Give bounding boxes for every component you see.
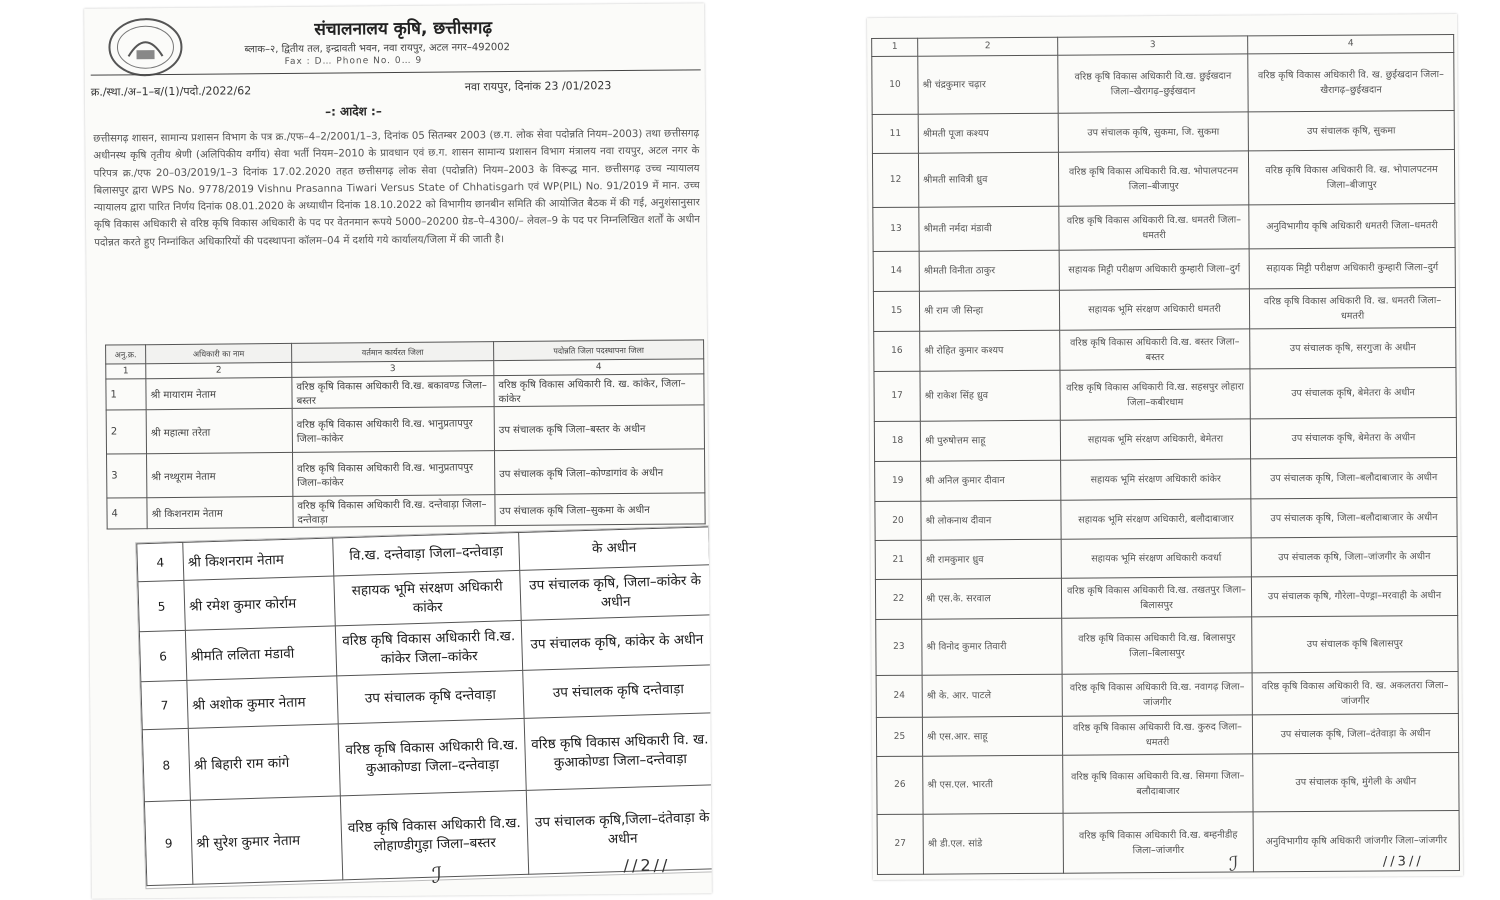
officer-name-cell: श्री सुरेश कुमार नेताम [190, 796, 342, 884]
serial-number-cell: 9 [144, 800, 192, 885]
officer-name-cell: श्रीमति ललिता मंडावी [185, 626, 336, 680]
current-posting-cell: सहायक भूमि संरक्षण अधिकारी कवर्धा [1061, 538, 1251, 578]
new-posting-cell: उप संचालक कृषि, मुंगेली के अधीन [1253, 752, 1459, 811]
pasted-table-strip [135, 525, 712, 889]
table-row [873, 287, 1455, 331]
table-row [872, 52, 1454, 114]
new-posting-cell: उप संचालक कृषि दन्तेवाड़ा [523, 665, 712, 719]
new-posting-cell: उप संचालक कृषि, सुकमा [1248, 110, 1454, 150]
new-posting-cell: उप संचालक कृषि, जिला–बलौदाबाजार के अधीन [1251, 457, 1457, 498]
officer-name-cell: श्रीमती नर्मदा मंडावी [919, 206, 1059, 251]
current-posting-cell: सहायक भूमि संरक्षण अधिकारी कांकेर [334, 570, 521, 625]
new-posting-cell: उप संचालक कृषि, सरगुजा के अधीन [1250, 327, 1456, 368]
new-posting-cell: उप संचालक कृषि जिला–बस्तर के अधीन [494, 405, 704, 451]
new-posting-cell: उप संचालक कृषि,जिला–दंतेवाड़ा के अधीन [526, 785, 712, 875]
serial-number-cell: 16 [874, 331, 920, 371]
column-number: 4 [1248, 34, 1454, 53]
serial-number-cell: 8 [142, 728, 190, 801]
table-row [107, 493, 705, 529]
new-posting-cell: उप संचालक कृषि, जिला–कांकेर के अधीन [520, 565, 711, 621]
current-posting-cell: वरिष्ठ कृषि विकास अधिकारी वि.ख. बिलासपुर जिला–बिलासपुर [1062, 617, 1252, 674]
header-cell: अधिकारी का नाम [146, 343, 292, 363]
officer-name-cell: श्री राम जी सिन्हा [919, 290, 1059, 331]
serial-number-cell: 4 [137, 542, 184, 581]
officer-name-cell: श्री राकेश सिंह ध्रुव [920, 370, 1060, 421]
table-row [873, 247, 1455, 291]
new-posting-cell: वरिष्ठ कृषि विकास अधिकारी वि. ख. धमतरी जिला–धमतरी [1249, 287, 1455, 328]
officer-name-cell: श्री रमेश कुमार कोर्राम [184, 576, 335, 630]
current-posting-cell: वरिष्ठ कृषि विकास अधिकारी वि.ख. लोहाण्डीगुड़ा जिला–बस्तर [340, 790, 528, 879]
signature-mark: ℐ [431, 863, 443, 889]
current-posting-cell: वरिष्ठ कृषि विकास अधिकारी वि.ख. भोपालपटनम जिला–बीजापुर [1058, 151, 1248, 206]
officer-name-cell: श्री विनोद कुमार तिवारी [922, 618, 1062, 675]
header-cell: वर्तमान कार्यरत जिला [292, 342, 494, 363]
order-heading: –: आदेश :– [324, 104, 382, 119]
new-posting-cell: वरिष्ठ कृषि विकास अधिकारी वि. ख. कांकेर, जिला–कांकेर [494, 374, 704, 407]
current-posting-cell: वरिष्ठ कृषि विकास अधिकारी वि.ख. तखतपुर जिला–बिलासपुर [1061, 577, 1251, 618]
new-posting-cell: वरिष्ठ कृषि विकास अधिकारी वि. ख. भोपालपटनम जिला–बीजापुर [1248, 149, 1454, 204]
table-row [107, 449, 705, 498]
serial-number-cell: 26 [877, 756, 923, 814]
page-number: //3// [1382, 854, 1424, 870]
organization-address: ब्लाक–२, द्वितीय तल, इन्द्रावती भवन, नवा रायपुर, अटल नगर–492002 [244, 42, 511, 56]
table-body [137, 527, 712, 886]
officer-name-cell: श्री एस.आर. साहू [922, 716, 1062, 756]
officer-name-cell: श्री मायाराम नेताम [146, 377, 292, 409]
table-body [106, 374, 705, 529]
serial-number-cell: 24 [876, 675, 922, 717]
table-row [874, 327, 1456, 371]
current-posting-cell: वरिष्ठ कृषि विकास अधिकारी वि.ख. दन्तेवाड़ा जिला–दन्तेवाड़ा [293, 495, 495, 528]
table-row [106, 405, 704, 454]
table-row [876, 615, 1458, 675]
officer-name-cell: श्री बिहारी राम कांगे [188, 724, 340, 800]
organization-title: संचालनालय कृषि, छत्तीसगढ़ [314, 18, 493, 40]
officer-name-cell: श्री अनिल कुमार दीवान [921, 460, 1061, 501]
current-posting-cell: वरिष्ठ कृषि विकास अधिकारी वि.ख. धमतरी जिला–धमतरी [1059, 205, 1249, 250]
new-posting-cell: उप संचालक कृषि, बेमेतरा के अधीन [1250, 367, 1456, 418]
document-page-right [867, 14, 1463, 880]
signature-mark: ℐ [1228, 851, 1239, 876]
current-posting-cell: उप संचालक कृषि, सुकमा, जि. सुकमा [1058, 112, 1248, 152]
table-row [873, 203, 1455, 251]
serial-number-cell: 7 [141, 680, 188, 729]
serial-number-cell: 5 [138, 580, 185, 631]
reference-date: नवा रायपुर, दिनांक 23 /01/2023 [464, 79, 612, 94]
new-posting-cell: उप संचालक कृषि, जिला–दंतेवाड़ा के अधीन [1252, 713, 1458, 753]
table-row [875, 457, 1457, 501]
table-row [875, 575, 1457, 619]
serial-number-cell: 22 [875, 579, 921, 619]
current-posting-cell: वरिष्ठ कृषि विकास अधिकारी वि.ख. सहसपुर लोहारा जिला–कबीरधाम [1060, 369, 1250, 420]
serial-number-cell: 27 [877, 814, 923, 874]
officer-name-cell: श्री चंद्रकुमार चढ़ार [918, 55, 1058, 114]
officer-name-cell: श्री महात्मा तरेता [146, 408, 292, 453]
table-row [872, 149, 1454, 207]
current-posting-cell: सहायक भूमि संरक्षण अधिकारी, बलौदाबाजार [1061, 499, 1251, 539]
officer-name-cell: श्री किशनराम नेताम [183, 538, 334, 580]
column-number: 1 [872, 38, 918, 56]
officer-name-cell: श्री रोहित कुमार कश्यप [920, 330, 1060, 371]
table-row [877, 810, 1459, 874]
officer-name-cell: श्री अशोक कुमार नेताम [187, 676, 338, 728]
new-posting-cell: के अधीन [519, 527, 710, 571]
officer-name-cell: श्रीमती विनीता ठाकुर [919, 250, 1059, 291]
serial-number-cell: 13 [873, 207, 919, 251]
promotion-table-continued [136, 526, 712, 886]
officer-name-cell: श्री लोकनाथ दीवान [921, 500, 1061, 540]
new-posting-cell: अनुविभागीय कृषि अधिकारी जांजगीर जिला–जांजगीर [1253, 810, 1459, 871]
current-posting-cell: सहायक भूमि संरक्षण अधिकारी धमतरी [1059, 289, 1249, 330]
current-posting-cell: वरिष्ठ कृषि विकास अधिकारी वि.ख. बस्तर जिला–बस्तर [1060, 329, 1250, 370]
serial-number-cell: 21 [875, 540, 921, 579]
serial-number-cell: 23 [876, 619, 922, 675]
serial-number-cell: 25 [876, 717, 922, 756]
column-number: 3 [1058, 36, 1248, 55]
current-posting-cell: वरिष्ठ कृषि विकास अधिकारी वि.ख. छुईखदान जिला–खैरागढ़–छुईखदान [1058, 54, 1248, 113]
serial-number-cell: 14 [873, 251, 919, 291]
serial-number-cell: 20 [875, 501, 921, 540]
new-posting-cell: उप संचालक कृषि जिला–सुकमा के अधीन [495, 493, 705, 526]
officer-name-cell: श्रीमती सावित्री ध्रुव [918, 152, 1058, 207]
serial-number-cell: 2 [106, 410, 146, 454]
organization-contact: Fax : D… Phone No. 0… 9 [284, 55, 423, 67]
current-posting-cell: वरिष्ठ कृषि विकास अधिकारी वि.ख. बम्हनीडीह जिला–जांजगीर [1063, 812, 1253, 873]
new-posting-cell: उप संचालक कृषि, बेमेतरा के अधीन [1250, 417, 1456, 458]
table-row [876, 713, 1458, 756]
officer-name-cell: श्री डी.एल. सांडे [923, 813, 1063, 874]
new-posting-cell: वरिष्ठ कृषि विकास अधिकारी वि. ख. अकलतरा जिला–जांजगीर [1252, 671, 1458, 714]
table-body [872, 52, 1460, 874]
column-number: 2 [146, 362, 292, 378]
officer-name-cell: श्रीमती पूजा कश्यप [918, 113, 1058, 153]
serial-number-cell: 3 [107, 454, 147, 498]
column-number: 4 [494, 359, 704, 376]
officer-name-cell: श्री के. आर. पाटले [922, 674, 1062, 717]
new-posting-cell: अनुविभागीय कृषि अधिकारी धमतरी जिला–धमतरी [1249, 203, 1455, 248]
new-posting-cell: उप संचालक कृषि, जिला–बलौदाबाजार के अधीन [1251, 497, 1457, 537]
new-posting-cell: वरिष्ठ कृषि विकास अधिकारी वि. ख. छुईखदान जिला–खैरागढ़–छुईखदान [1248, 52, 1454, 111]
current-posting-cell: वरिष्ठ कृषि विकास अधिकारी वि.ख. भानुप्रतापपुर जिला–कांकेर [292, 407, 494, 453]
order-body-text: छत्तीसगढ़ शासन, सामान्य प्रशासन विभाग के पत्र क्र./एफ–4–2/2001/1–3, दिनांक 05 सितम्बर 2003 (छ.ग. लोक सेवा पदोन्नति नियम–2003) तथा छत्तीसगढ़ अधीनस्थ कृषि तृतीय श्रेणी (अलिपिकीय वर्गीय) सेवा भर्ती नियम–2010 के प्रावधान एवं छ.ग. शासन सामान्य प्रशासन विभाग मंत्रालय नवा रायपुर, अटल नगर के परिपत्र क्र./एफ 20–03/2019/1–3 दिनांक 17.02.2020 तहत छत्तीसगढ़ लोक सेवा (पदोन्नति) नियम–2003 के विरूद्ध मान. छत्तीसगढ़ उच्च न्यायालय बिलासपुर द्वारा WPS No. 9778/2019 Vishnu Prasanna Tiwari Versus State of Chhatisgarh एवं WP(PIL) No. 91/2019 में मान. उच्च न्यायालय द्वारा पारित निर्णय दिनांक 08.01.2020 के अध्याधीन दिनांक 18.10.2022 को विभागीय छानबीन समिति की आयोजित बैठक में की गई, अनुशंसानुसार कृषि विकास अधिकारी से वरिष्ठ कृषि विकास अधिकारी के पद पर वेतनमान रूपये 5000–20200 ग्रेड–पे–4300/– लेवल–9 के पद पर निम्नलिखित शर्तों के अधीन पदोन्नत करते हुए निम्नांकित अधिकारियों की पदस्थापना कॉलम–04 में दर्शाये गये कार्यालय/जिला में की जाती है। [93, 128, 701, 249]
column-number: 1 [106, 364, 146, 379]
current-posting-cell: वरिष्ठ कृषि विकास अधिकारी वि.ख. बकावण्ड जिला–बस्तर [292, 376, 494, 409]
officer-name-cell: श्री एस.के. सरवाल [921, 578, 1061, 619]
table-row [874, 417, 1456, 461]
header-cell: अनु.क्र. [106, 345, 146, 364]
government-emblem-logo [106, 16, 185, 79]
serial-number-cell: 15 [873, 291, 919, 331]
current-posting-cell: वरिष्ठ कृषि विकास अधिकारी वि.ख. सिमगा जिला–बलौदाबाजार [1063, 754, 1253, 813]
new-posting-cell: वरिष्ठ कृषि विकास अधिकारी वि. ख. कुआकोण्डा जिला–दन्तेवाड़ा [524, 713, 712, 791]
serial-number-cell: 6 [139, 630, 186, 681]
current-posting-cell: उप संचालक कृषि दन्तेवाड़ा [337, 670, 524, 723]
table-row [874, 367, 1456, 421]
promotion-table-main [105, 339, 706, 529]
current-posting-cell: वरिष्ठ कृषि विकास अधिकारी वि.ख. भानुप्रतापपुर जिला–कांकेर [293, 451, 495, 497]
serial-number-cell: 11 [872, 114, 918, 153]
current-posting-cell: वरिष्ठ कृषि विकास अधिकारी वि.ख. कुरुद जिला–धमतरी [1062, 715, 1252, 755]
current-posting-cell: सहायक भूमि संरक्षण अधिकारी कांकेर [1061, 459, 1251, 500]
current-posting-cell: वरिष्ठ कृषि विकास अधिकारी वि.ख. नवागढ़ जिला–जांजगीर [1062, 673, 1252, 716]
serial-number-cell: 18 [874, 421, 920, 461]
officer-name-cell: श्री नथ्थूराम नेताम [147, 452, 293, 497]
table-row [875, 536, 1457, 579]
table-row [877, 752, 1459, 814]
serial-number-cell: 12 [872, 153, 918, 207]
new-posting-cell: उप संचालक कृषि, जिला–जांजगीर के अधीन [1251, 536, 1457, 576]
table-row [875, 497, 1457, 540]
new-posting-cell: उप संचालक कृषि, कांकेर के अधीन [521, 615, 712, 671]
current-posting-cell: वि.ख. दन्तेवाड़ा जिला–दन्तेवाड़ा [333, 532, 520, 576]
current-posting-cell: सहायक भूमि संरक्षण अधिकारी, बेमेतरा [1060, 419, 1250, 460]
officer-name-cell: श्री रामकुमार ध्रुव [921, 539, 1061, 579]
reference-number: क्र./स्था./अ–1–ब/(1)/पदो./2022/62 [90, 84, 252, 99]
page-number: //2// [623, 855, 671, 876]
serial-number-cell: 10 [872, 56, 918, 114]
current-posting-cell: वरिष्ठ कृषि विकास अधिकारी वि.ख. कांकेर जिला–कांकेर [335, 620, 522, 675]
serial-number-cell: 1 [106, 379, 146, 410]
header-cell: पदोन्नति जिला पदस्थापना जिला [494, 340, 704, 361]
new-posting-cell: उप संचालक कृषि, गौरेला–पेण्ड्रा–मरवाही के अधीन [1251, 575, 1457, 616]
officer-name-cell: श्री एस.एल. भारती [923, 755, 1063, 814]
serial-number-cell: 4 [107, 498, 147, 529]
column-number: 3 [292, 361, 494, 378]
column-number: 2 [918, 37, 1058, 56]
table-row [876, 671, 1458, 717]
serial-number-cell: 19 [875, 461, 921, 501]
new-posting-cell: सहायक मिट्टी परीक्षण अधिकारी कुम्हारी जिला–दुर्ग [1249, 247, 1455, 288]
new-posting-cell: उप संचालक कृषि बिलासपुर [1252, 615, 1458, 672]
new-posting-cell: उप संचालक कृषि जिला–कोण्डागांव के अधीन [495, 449, 705, 495]
serial-number-cell: 17 [874, 371, 920, 421]
document-page-left [84, 3, 712, 898]
current-posting-cell: वरिष्ठ कृषि विकास अधिकारी वि.ख. कुआकोण्डा जिला–दन्तेवाड़ा [338, 718, 526, 795]
current-posting-cell: सहायक मिट्टी परीक्षण अधिकारी कुम्हारी जिला–दुर्ग [1059, 249, 1249, 290]
officer-name-cell: श्री पुरुषोत्तम साहू [920, 420, 1060, 461]
officer-name-cell: श्री किशनराम नेताम [147, 496, 293, 528]
promotion-table-page-3 [871, 34, 1460, 875]
table-row [872, 110, 1454, 153]
